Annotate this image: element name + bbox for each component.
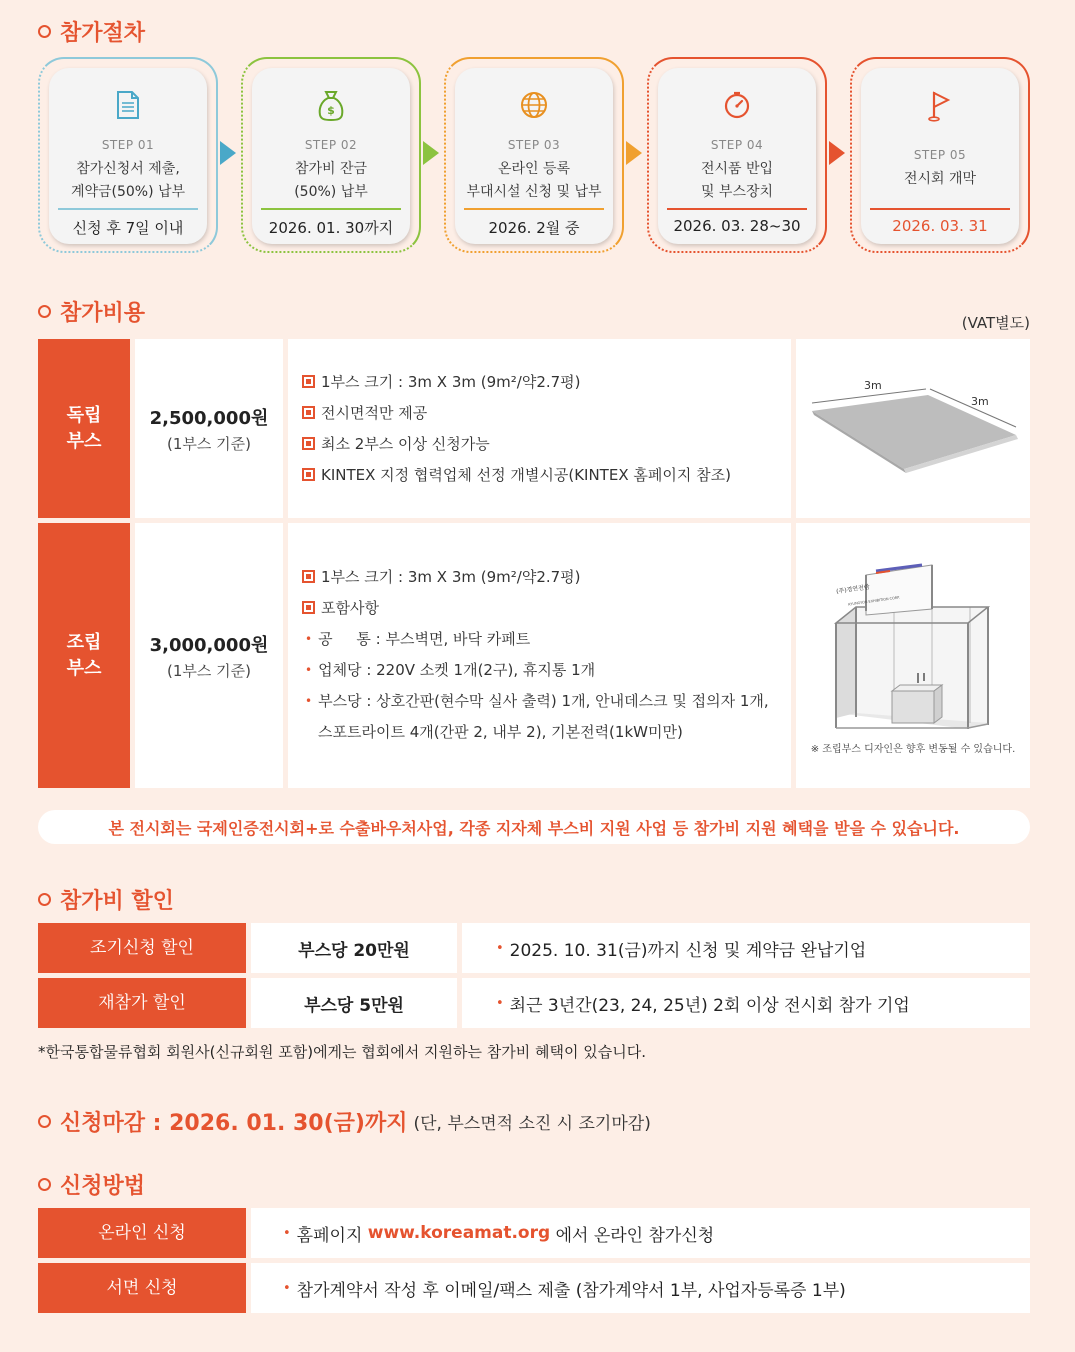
- step-date: 신청 후 7일 이내: [72, 219, 184, 237]
- step-desc-line: (50%) 납부: [294, 184, 368, 200]
- section-title-deadline: [38, 1106, 651, 1137]
- square-bullet-icon: [302, 437, 315, 450]
- dot-bullet-icon: •: [283, 1280, 291, 1296]
- step-card-3: [444, 57, 624, 253]
- section-title-text: 참가비 할인: [60, 889, 174, 914]
- money-bag-icon: [252, 90, 410, 124]
- detail-subitem-continued: 스포트라이트 4개(간판 2, 내부 2), 기본전력(1kW미만): [318, 723, 683, 741]
- method-text: 에서 온라인 참가신청: [550, 1225, 715, 1246]
- detail-subitem: [302, 623, 777, 654]
- detail-text: 업체당 : 220V 소켓 1개(2구), 휴지통 1개: [318, 661, 596, 679]
- detail-text: 포함사항: [321, 599, 379, 617]
- document-icon: [49, 90, 207, 124]
- ring-bullet-icon: [38, 1178, 51, 1191]
- detail-item: [302, 366, 777, 397]
- step-description: [455, 158, 613, 204]
- booth-type-line: 부스: [66, 657, 102, 679]
- step-label: STEP 05: [913, 148, 967, 162]
- booth-design-note: ※ 조립부스 디자인은 향후 변동될 수 있습니다.: [810, 744, 1016, 755]
- detail-item: [302, 397, 777, 428]
- step-label: STEP 02: [304, 138, 358, 152]
- price-amount: 2,500,000원: [149, 407, 269, 429]
- step-description: [861, 168, 1019, 191]
- svg-text:$: $: [327, 104, 335, 117]
- globe-icon: [455, 90, 613, 124]
- detail-subitem: [302, 654, 777, 685]
- booth-type-line: 조립: [66, 631, 102, 653]
- step-date: 2026. 03. 31: [892, 217, 988, 235]
- section-title-text: 신청마감 : 2026. 01. 30(금)까지: [60, 1111, 408, 1136]
- step-label: STEP 01: [101, 138, 155, 152]
- step-desc-line: 참가신청서 제출,: [76, 161, 180, 177]
- step-card-4: [647, 57, 827, 253]
- section-title-text: 신청방법: [60, 1174, 146, 1199]
- step-description: [49, 158, 207, 204]
- step-description: [658, 158, 816, 204]
- section-title-discount: [38, 884, 174, 915]
- method-description: [251, 1263, 1030, 1313]
- dimension-label: 3m: [971, 395, 989, 408]
- discount-name: 조기신청 할인: [38, 923, 246, 973]
- step-description: [252, 158, 410, 204]
- step-arrow-icon: [220, 141, 236, 165]
- method-text: 홈페이지: [296, 1225, 368, 1246]
- flag-icon: [861, 90, 1019, 124]
- discount-condition-text: 최근 3년간(23, 24, 25년) 2회 이상 전시회 참가 기업: [509, 995, 910, 1016]
- booth-type-line: 부스: [66, 430, 102, 452]
- detail-text: 부스당 : 상호간판(현수막 실사 출력) 1개, 안내데스크 및 접의자 1개,: [318, 692, 769, 710]
- step-desc-line: 전시품 반입: [700, 161, 774, 177]
- step-label: STEP 03: [507, 138, 561, 152]
- booth-type-independent: [38, 339, 130, 518]
- clock-icon: [658, 90, 816, 124]
- discount-amount: 부스당 5만원: [251, 978, 457, 1028]
- step-divider: [667, 208, 807, 210]
- square-bullet-icon: [302, 406, 315, 419]
- method-name: 온라인 신청: [38, 1208, 246, 1258]
- vat-note: (VAT별도): [961, 314, 1030, 332]
- detail-text: KINTEX 지정 협력업체 선정 개별시공(KINTEX 홈페이지 참조): [321, 466, 731, 484]
- discount-amount: 부스당 20만원: [251, 923, 457, 973]
- section-title-procedure: [38, 16, 145, 47]
- step-date: 2026. 01. 30까지: [268, 219, 394, 237]
- detail-subitem: [302, 685, 777, 716]
- step-divider: [58, 208, 198, 210]
- homepage-link[interactable]: www.koreamat.org: [367, 1223, 551, 1243]
- booth-type-line: 독립: [66, 404, 102, 426]
- square-bullet-icon: [302, 601, 315, 614]
- price-basis: (1부스 기준): [167, 661, 251, 680]
- dot-bullet-icon: •: [305, 662, 313, 677]
- detail-text: 최소 2부스 이상 신청가능: [321, 435, 490, 453]
- step-desc-line: 부대시설 신청 및 납부: [466, 184, 602, 200]
- step-arrow-icon: [626, 141, 642, 165]
- step-card-5: [850, 57, 1030, 253]
- member-footnote: *한국통합물류협회 회원사(신규회원 포함)에게는 협회에서 지원하는 참가비 혜택이 있습니다.: [38, 1043, 646, 1061]
- step-date: 2026. 03. 28~30: [673, 217, 801, 235]
- ring-bullet-icon: [38, 1115, 51, 1128]
- price-cell: [135, 339, 283, 518]
- step-desc-line: 전시회 개막: [903, 171, 977, 187]
- price-amount: 3,000,000원: [149, 634, 269, 656]
- deadline-note: (단, 부스면적 소진 시 조기마감): [413, 1114, 651, 1134]
- detail-text: 전시면적만 제공: [321, 404, 428, 422]
- dot-bullet-icon: •: [283, 1225, 291, 1241]
- section-title-text: 참가절차: [60, 21, 146, 46]
- section-title-text: 참가비용: [60, 301, 146, 326]
- step-divider: [261, 208, 401, 210]
- dot-bullet-icon: •: [496, 995, 504, 1011]
- step-label: STEP 04: [710, 138, 764, 152]
- detail-text: 공 통 : 부스벽면, 바닥 카페트: [318, 630, 531, 648]
- square-bullet-icon: [302, 468, 315, 481]
- ring-bullet-icon: [38, 893, 51, 906]
- booth-sign-text: (주)경연전람: [835, 583, 871, 596]
- step-arrow-icon: [423, 141, 439, 165]
- square-bullet-icon: [302, 570, 315, 583]
- discount-condition-text: 2025. 10. 31(금)까지 신청 및 계약금 완납기업: [509, 940, 867, 961]
- ring-bullet-icon: [38, 305, 51, 318]
- detail-text: 1부스 크기 : 3m X 3m (9m²/약2.7평): [321, 373, 581, 391]
- step-divider: [464, 208, 604, 210]
- step-arrow-icon: [829, 141, 845, 165]
- booth-details-cell: [288, 339, 791, 518]
- method-description: [251, 1208, 1030, 1258]
- step-desc-line: 온라인 등록: [497, 161, 571, 177]
- square-bullet-icon: [302, 375, 315, 388]
- method-text: 참가계약서 작성 후 이메일/팩스 제출 (참가계약서 1부, 사업자등록증 1부): [296, 1280, 846, 1301]
- step-card-1: [38, 57, 218, 253]
- section-title-method: [38, 1169, 145, 1200]
- dimension-label: 3m: [864, 379, 882, 392]
- booth-details-cell: [288, 523, 791, 788]
- ring-bullet-icon: [38, 25, 51, 38]
- step-desc-line: 계약금(50%) 납부: [70, 184, 186, 200]
- step-date: 2026. 2월 중: [488, 219, 580, 237]
- booth-type-assembled: [38, 523, 130, 788]
- method-name: 서면 신청: [38, 1263, 246, 1313]
- section-title-fee: [38, 296, 145, 327]
- dot-bullet-icon: •: [305, 693, 313, 708]
- floor-plan-image: [796, 339, 1030, 518]
- step-desc-line: 참가비 잔금: [294, 161, 368, 177]
- support-banner: 본 전시회는 국제인증전시회+로 수출바우처사업, 각종 지자체 부스비 지원 사업 등 참가비 지원 혜택을 받을 수 있습니다.: [38, 810, 1030, 844]
- price-basis: (1부스 기준): [167, 434, 251, 453]
- booth-sign-subtext: KYUNGYON EXHIBITION CORP.: [847, 595, 901, 607]
- step-desc-line: 및 부스장치: [700, 184, 774, 200]
- discount-condition: [462, 923, 1030, 973]
- assembled-booth-image: [796, 523, 1030, 788]
- detail-item: [302, 592, 777, 623]
- price-cell: [135, 523, 283, 788]
- dot-bullet-icon: •: [305, 631, 313, 646]
- detail-item: [302, 561, 777, 592]
- step-card-2: [241, 57, 421, 253]
- detail-item: [302, 428, 777, 459]
- discount-name: 재참가 할인: [38, 978, 246, 1028]
- detail-item: [302, 459, 777, 490]
- step-divider: [870, 208, 1010, 210]
- dot-bullet-icon: •: [496, 940, 504, 956]
- detail-text: 1부스 크기 : 3m X 3m (9m²/약2.7평): [321, 568, 581, 586]
- discount-condition: [462, 978, 1030, 1028]
